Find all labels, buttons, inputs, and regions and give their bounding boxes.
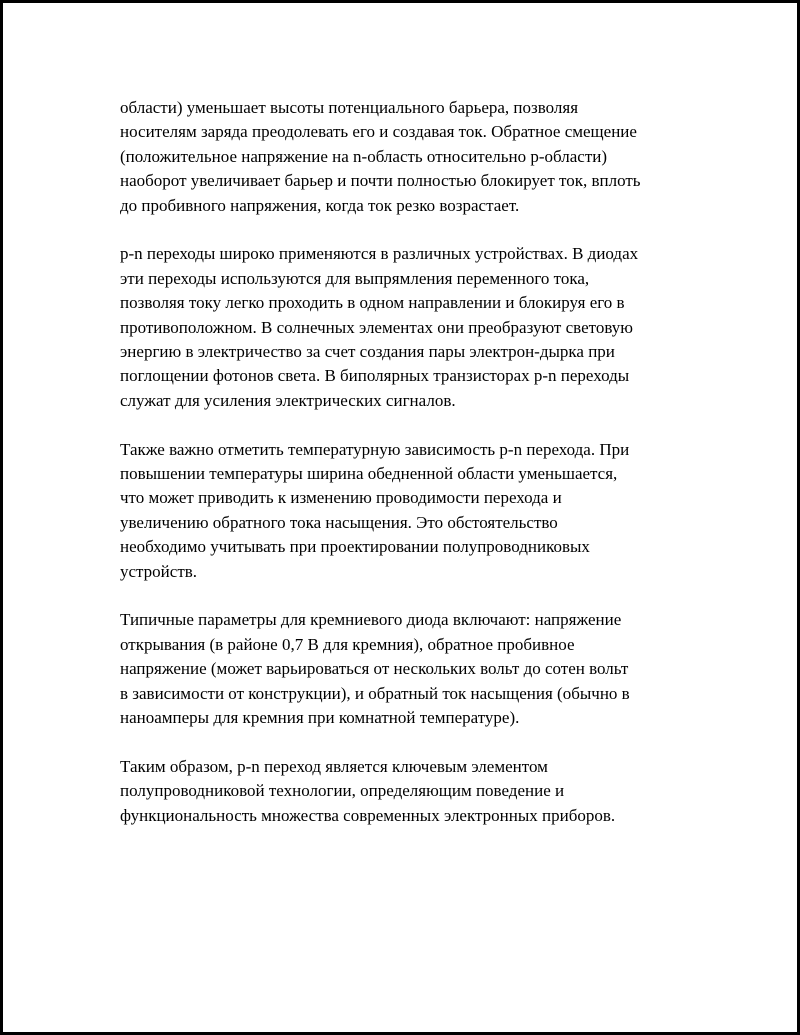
paragraph-3 <box>120 438 700 584</box>
text-line: наноамперы для кремния при комнатной температуре). <box>120 708 520 728</box>
text-line: в зависимости от конструкции), и обратный ток насыщения (обычно в <box>120 683 630 703</box>
text-line: необходимо учитывать при проектировании полупроводниковых <box>120 537 590 557</box>
text-line: открывания (в районе 0,7 В для кремния), обратное пробивное <box>120 634 575 654</box>
text-line: энергию в электричество за счет создания пары электрон-дырка при <box>120 342 615 362</box>
text-line: позволяя току легко проходить в одном направлении и блокируя его в <box>120 293 625 313</box>
text-line: области) уменьшает высоты потенциального барьера, позволяя <box>120 98 579 117</box>
text-line: (положительное напряжение на n-область относительно p-области) <box>120 146 608 166</box>
text-line: увеличению обратного тока насыщения. Это обстоятельство <box>120 512 558 532</box>
text-line: что может приводить к изменению проводимости перехода и <box>120 488 562 508</box>
document-body <box>120 96 700 828</box>
text-line: функциональность множества современных электронных приборов. <box>120 805 616 825</box>
paragraph-5 <box>120 755 700 828</box>
text-line: наоборот увеличивает барьер и почти полностью блокирует ток, вплоть <box>120 171 641 191</box>
text-line: противоположном. В солнечных элементах они преобразуют световую <box>120 317 633 337</box>
text-line: эти переходы используются для выпрямления переменного тока, <box>120 268 590 288</box>
text-line: Типичные параметры для кремниевого диода включают: напряжение <box>120 610 622 630</box>
text-line: поглощении фотонов света. В биполярных транзисторах p-n переходы <box>120 366 630 386</box>
text-line: напряжение (может варьироваться от нескольких вольт до сотен вольт <box>120 659 629 679</box>
text-line: носителям заряда преодолевать его и создавая ток. Обратное смещение <box>120 122 637 142</box>
text-line: p-n переходы широко применяются в различных устройствах. В диодах <box>120 244 639 264</box>
text-line: служат для усиления электрических сигналов. <box>120 390 456 410</box>
text-line: повышении температуры ширина обедненной области уменьшается, <box>120 464 618 484</box>
text-line: Таким образом, p-n переход является ключевым элементом <box>120 756 548 776</box>
text-line: до пробивного напряжения, когда ток резко возрастает. <box>120 195 520 215</box>
text-line: устройств. <box>120 561 198 581</box>
paragraph-2 <box>120 242 700 413</box>
text-line: Также важно отметить температурную зависимость p-n перехода. При <box>120 439 630 459</box>
paragraph-4 <box>120 608 700 730</box>
text-line: полупроводниковой технологии, определяющим поведение и <box>120 781 565 801</box>
paragraph-1 <box>120 96 700 218</box>
